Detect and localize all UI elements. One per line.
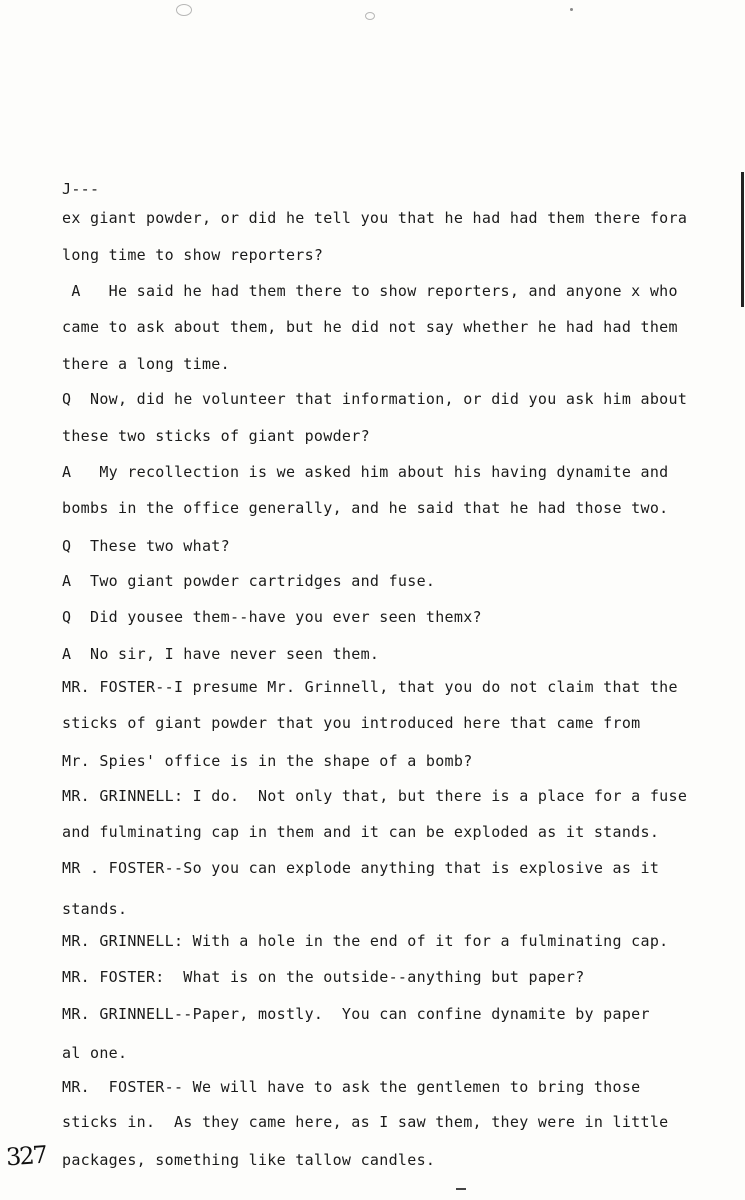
transcript-line: these two sticks of giant powder? bbox=[62, 427, 370, 445]
transcript-line: came to ask about them, but he did not say whether he had had them bbox=[62, 318, 678, 336]
page-speck bbox=[570, 8, 573, 11]
transcript-line: MR. FOSTER-- We will have to ask the gentlemen to bring those bbox=[62, 1078, 641, 1096]
transcript-line: sticks in. As they came here, as I saw them, they were in little bbox=[62, 1113, 669, 1131]
transcript-line: al one. bbox=[62, 1044, 128, 1062]
transcript-line: Q These two what? bbox=[62, 537, 230, 555]
transcript-line: sticks of giant powder that you introduced here that came from bbox=[62, 714, 641, 732]
transcript-line: Q Now, did he volunteer that information, or did you ask him about bbox=[62, 390, 688, 408]
transcript-line: MR. FOSTER: What is on the outside--anything but paper? bbox=[62, 968, 585, 986]
transcript-line: packages, something like tallow candles. bbox=[62, 1151, 436, 1169]
page-number: 327 bbox=[5, 1140, 47, 1172]
transcript-line: long time to show reporters? bbox=[62, 246, 324, 264]
transcript-line: stands. bbox=[62, 900, 128, 918]
transcript-line: A My recollection is we asked him about his having dynamite and bbox=[62, 463, 669, 481]
transcript-line: MR. GRINNELL--Paper, mostly. You can confine dynamite by paper bbox=[62, 1005, 650, 1023]
transcript-line: MR . FOSTER--So you can explode anything that is explosive as it bbox=[62, 859, 660, 877]
transcript-line: Q Did yousee them--have you ever seen themx? bbox=[62, 608, 482, 626]
transcript-line: ex giant powder, or did he tell you that he had had them there fora bbox=[62, 209, 688, 227]
transcript-line: bombs in the office generally, and he said that he had those two. bbox=[62, 499, 669, 517]
transcript-line: A He said he had them there to show reporters, and anyone x who bbox=[62, 282, 678, 300]
transcript-line: A No sir, I have never seen them. bbox=[62, 645, 380, 663]
transcript-line: and fulminating cap in them and it can be exploded as it stands. bbox=[62, 823, 660, 841]
transcript-line: MR. GRINNELL: I do. Not only that, but there is a place for a fuse bbox=[62, 787, 688, 805]
page-speck bbox=[456, 1188, 466, 1190]
header-mark: J--- bbox=[62, 180, 100, 198]
transcript-line: MR. GRINNELL: With a hole in the end of it for a fulminating cap. bbox=[62, 932, 669, 950]
page-smudge-top bbox=[176, 4, 192, 16]
page-smudge-top bbox=[365, 12, 375, 20]
transcript-line: MR. FOSTER--I presume Mr. Grinnell, that you do not claim that the bbox=[62, 678, 678, 696]
transcript-line: Mr. Spies' office is in the shape of a bomb? bbox=[62, 752, 473, 770]
transcript-line: A Two giant powder cartridges and fuse. bbox=[62, 572, 436, 590]
transcript-line: there a long time. bbox=[62, 355, 230, 373]
